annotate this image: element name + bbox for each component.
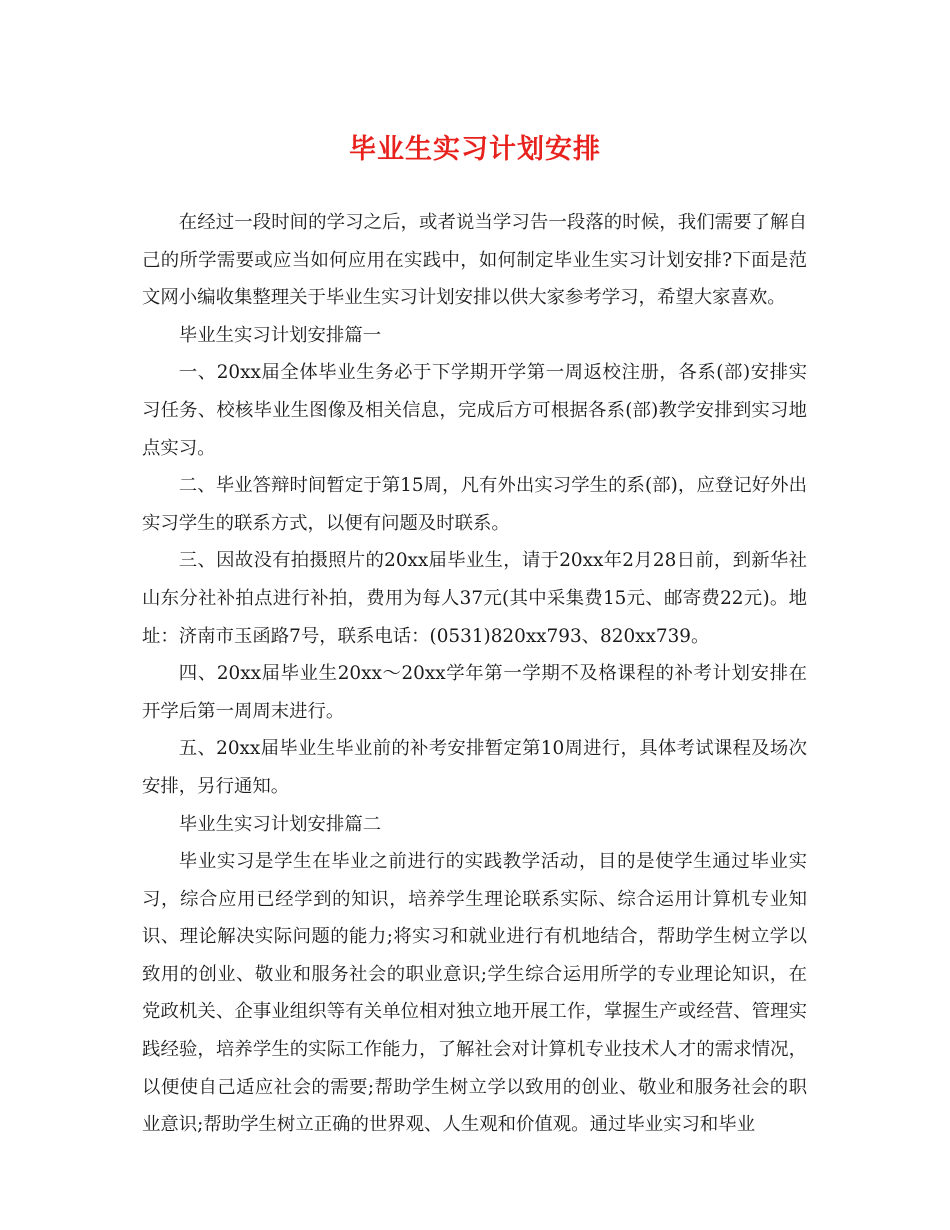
paragraph-item-4: 四、20xx届毕业生20xx～20xx学年第一学期不及格课程的补考计划安排在开学后第一周周末进行。 [142,663,807,722]
paragraph-item-2: 二、毕业答辩时间暂定于第15周，凡有外出实习学生的系(部)，应登记好外出实习学生的联系方式，以便有问题及时联系。 [142,475,807,534]
section-heading-part-one: 毕业生实习计划安排篇一 [178,324,382,346]
paragraph-intro: 在经过一段时间的学习之后，或者说当学习告一段落的时候，我们需要了解自己的所学需要或应当如何应用在实践中，如何制定毕业生实习计划安排?下面是范文网小编收集整理关于毕业生实习计划安排以供大家参考学习，希望大家喜欢。 [142,212,807,309]
section-heading-part-two: 毕业生实习计划安排篇二 [178,813,382,835]
document-title: 毕业生实习计划安排 [349,134,601,165]
paragraph-item-5: 五、20xx届毕业生毕业前的补考安排暂定第10周进行，具体考试课程及场次安排，另行通知。 [142,738,807,797]
paragraph-item-3: 三、因故没有拍摄照片的20xx届毕业生，请于20xx年2月28日前，到新华社山东分社补拍点进行补拍，费用为每人37元(其中采集费15元、邮寄费22元)。地址：济南市玉函路7号，联系电话：(0531)820xx793、820xx739。 [142,550,807,647]
document-body [142,204,807,1144]
paragraph-part-two-body: 毕业实习是学生在毕业之前进行的实践教学活动，目的是使学生通过毕业实习，综合应用已经学到的知识，培养学生理论联系实际、综合运用计算机专业知识、理论解决实际问题的能力;将实习和就业进行有机地结合，帮助学生树立学以致用的创业、敬业和服务社会的职业意识;学生综合运用所学的专业理论知识，在党政机关、企事业组织等有关单位相对独立地开展工作，掌握生产或经营、管理实践经验，培养学生的实际工作能力，了解社会对计算机专业技术人才的需求情况，以便使自己适应社会的需要;帮助学生树立学以致用的创业、敬业和服务社会的职业意识;帮助学生树立正确的世界观、人生观和价值观。通过毕业实习和毕业 [142,851,807,1136]
paragraph-item-1: 一、20xx届全体毕业生务必于下学期开学第一周返校注册，各系(部)安排实习任务、校核毕业生图像及相关信息，完成后方可根据各系(部)教学安排到实习地点实习。 [142,362,807,459]
